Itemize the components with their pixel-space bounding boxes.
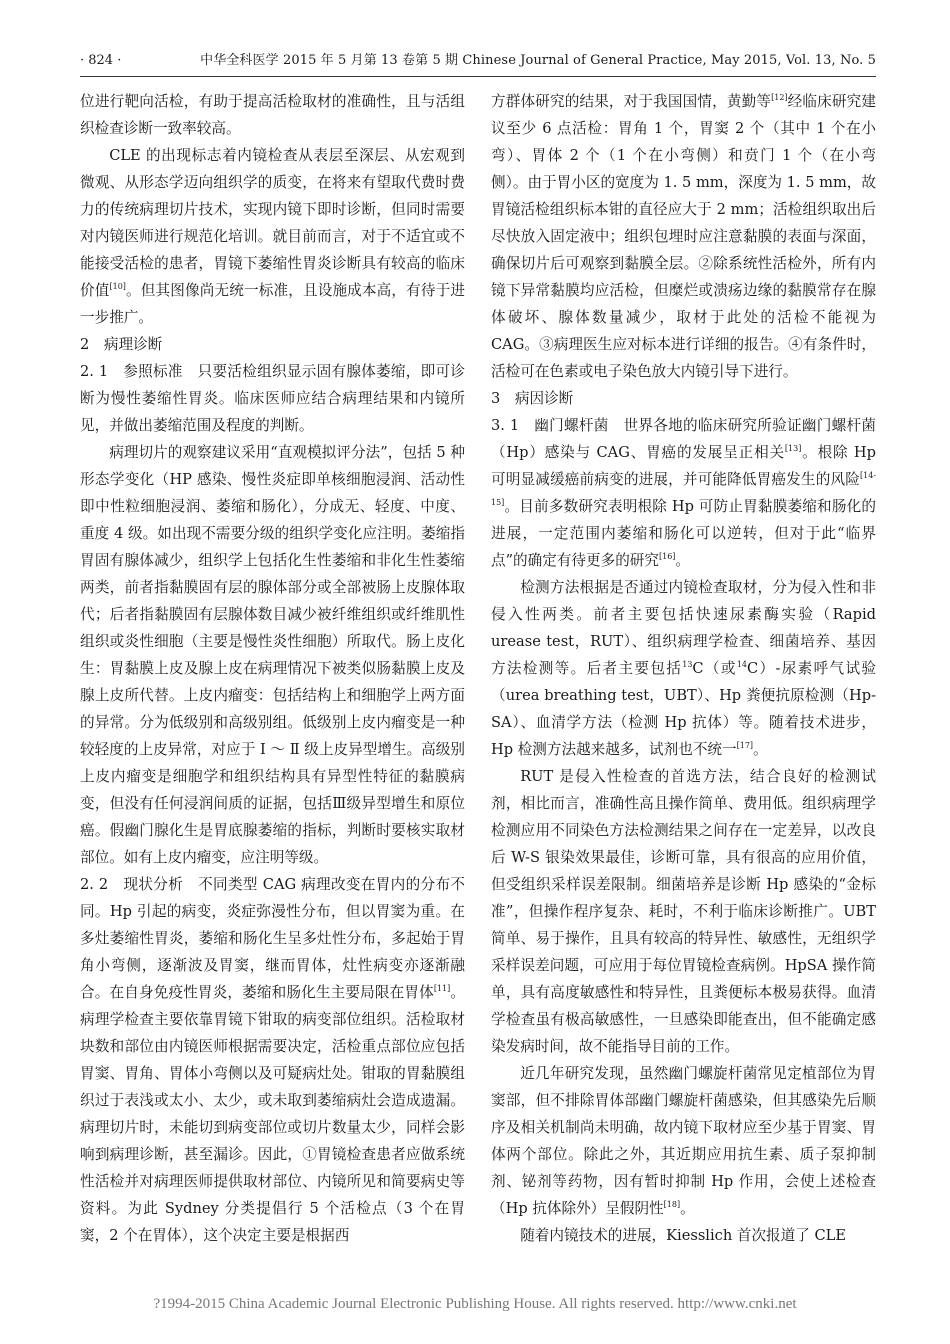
section-heading-pathology: 2 病理诊断 xyxy=(80,336,163,353)
paragraph-text: 不同类型 CAG 病理改变在胃内的分布不同。Hp 引起的病变，炎症弥漫性分布，但以胃窦为重。在多灶萎缩性胃炎，萎缩和肠化生呈多灶性分布，多起始于胃角小弯侧，逐渐波及胃窦，继而胃体，灶性病变亦逐渐融合。在自身免疫性胃炎，萎缩和肠化生主要局限在胃体 xyxy=(80,876,465,1001)
paragraph-cle xyxy=(80,142,465,331)
paragraph-recent-research xyxy=(491,1060,876,1222)
paragraph-text: C）-尿素呼气试验（urea breathing test，UBT）、Hp 粪便抗原检测（Hp-SA）、血清学方法（检测 Hp 抗体）等。随着技术进步，Hp 检测方法越来越多，试剂也不统一 xyxy=(491,660,876,758)
subsection-2-1 xyxy=(80,358,465,439)
paragraph-text: 。但其图像尚无统一标准，且设施成本高，有待于进一步推广。 xyxy=(80,282,465,326)
page-number: · 824 · xyxy=(80,53,122,68)
paragraph-text: 方群体研究的结果，对于我国国情，黄勤等 xyxy=(491,93,772,110)
subsection-3-1 xyxy=(491,412,876,574)
paragraph-cle-intro: 随着内镜技术的进展，Kiesslich 首次报道了 CLE xyxy=(520,1227,846,1244)
subsection-heading: 2. 1 参照标准 xyxy=(80,363,198,380)
subsection-heading: 3. 1 幽门螺杆菌 xyxy=(491,417,624,434)
paragraph-text: CLE 的出现标志着内镜检查从表层至深层、从宏观到微观、从形态学迈向组织学的质变，在将来有望取代费时费力的传统病理切片技术，实现内镜下即时诊断，但同时需要对内镜医师进行规范化培训。就目前而言，对于不适宜或不能接受活检的患者，胃镜下萎缩性胃炎诊断具有较高的临床价值 xyxy=(80,147,465,299)
paragraph-text: 。目前多数研究表明根除 Hp 可防止胃黏膜萎缩和肠化的进展，一定范围内萎缩和肠化可以逆转，但对于此“临界点”的确定有待更多的研究 xyxy=(491,498,876,569)
left-column xyxy=(80,88,465,1249)
paragraph-detection-methods xyxy=(491,574,876,763)
right-column xyxy=(491,88,876,1249)
citation-ref: [12] xyxy=(771,93,788,103)
section-heading-etiology: 3 病因诊断 xyxy=(491,390,574,407)
paragraph-text: 。 xyxy=(680,1200,695,1217)
isotope-superscript: 14 xyxy=(736,660,747,670)
citation-ref: [16] xyxy=(659,552,676,562)
paragraph-text: 。病理学检查主要依靠胃镜下钳取的病变部位组织。活检取材块数和部位由内镜医师根据需要决定，活检重点部位应包括胃窦、胃角、胃体小弯侧以及可疑病灶处。钳取的胃黏膜组织过于表浅或太小、太少，或未取到萎缩病灶会造成遗漏。病理切片时，未能切到病变部位或切片数量太少，同样会影响到病理诊断，甚至漏诊。因此，①胃镜检查患者应做系统性活检并对病理医师提供取材部位、内镜所见和简要病史等资料。为此 Sydney 分类提倡行 5 个活检点（3 个在胃窦，2 个在胃体），这个决定主要是根据西 xyxy=(80,984,465,1244)
paragraph-text: C（或 xyxy=(692,660,737,677)
paragraph-continued: 位进行靶向活检，有助于提高活检取材的准确性，且与活组织检查诊断一致率较高。 xyxy=(80,93,465,137)
paragraph-rut: RUT 是侵入性检查的首选方法，结合良好的检测试剂，相比而言，准确性高且操作简单、费用低。组织病理学检测应用不同染色方法检测结果之间存在一定差异，以改良后 W-S 银染效果最佳，诊断可靠，具有很高的应用价值，但受组织采样误差限制。细菌培养是诊断 Hp 感染的“金标准”，但操作程序复杂、耗时，不利于临床诊断推广。UBT 简单、易于操作，且具有较高的特异性、敏感性，无组织学采样误差问题，可应用于每位胃镜检查病例。HpSA 操作简单，具有高度敏感性和特异性，且粪便标本极易获得。血清学检查虽有极高敏感性，一旦感染即能查出，但不能确定感染发病时间，故不能指导目前的工作。 xyxy=(491,768,876,1055)
paragraph-continued xyxy=(491,88,876,385)
running-header xyxy=(80,50,876,77)
citation-ref: [18] xyxy=(663,1200,681,1210)
citation-ref: [13] xyxy=(784,444,802,454)
copyright-footer: ?1994-2015 China Academic Journal Electronic Publishing House. All rights reserved. http://www.cnki.net xyxy=(153,1296,797,1312)
paragraph-text: 经临床研究建议至少 6 点活检：胃角 1 个，胃窦 2 个（其中 1 个在小弯）、胃体 2 个（1 个在小弯侧）和贲门 1 个（在小弯侧）。由于胃小区的宽度为 1. 5 mm，深度为 1. 5 mm，故胃镜活检组织标本钳的直径应大于 2 mm；活检组织取出后尽快放入固定液中；组织包埋时应注意黏膜的表面与深面，确保切片后可观察到黏膜全层。②除系统性活检外，所有内镜下异常黏膜均应活检，但糜烂或溃疡边缘的黏膜常存在腺体破坏、腺体数量减少，取材于此处的活检不能视为 CAG。③病理医生应对标本进行详细的报告。④有条件时，活检可在色素或电子染色放大内镜引导下进行。 xyxy=(491,93,876,380)
paragraph-text: 检测方法根据是否通过内镜检查取材，分为侵入性和非侵入性两类。前者主要包括快速尿素酶实验（Rapid urease test，RUT）、组织病理学检查、细菌培养、基因方法检测等。后者主要包括 xyxy=(491,579,876,677)
citation-ref: [14-15] xyxy=(491,471,876,508)
paragraph-text: 世界各地的临床研究所验证幽门螺杆菌（Hp）感染与 CAG、胃癌的发展呈正相关 xyxy=(491,417,876,461)
paragraph-text: 。 xyxy=(753,741,768,758)
subsection-2-2 xyxy=(80,871,465,1249)
isotope-superscript: 13 xyxy=(682,660,693,670)
citation-ref: [17] xyxy=(736,741,754,751)
journal-running-title: 中华全科医学 2015 年 5 月第 13 卷第 5 期 Chinese Journal of General Practice, May 2015, Vol. 13, No. 5 xyxy=(200,53,876,68)
subsection-heading: 2. 2 现状分析 xyxy=(80,876,199,893)
citation-ref: [10] xyxy=(109,282,126,292)
paragraph-text: 近几年研究发现，虽然幽门螺旋杆菌常见定植部位为胃窦部，但不排除胃体部幽门螺旋杆菌感染，但其感染先后顺序及相关机制尚未明确，故内镜下取材应至少基于胃窦、胃体两个部位。除此之外，其近期应用抗生素、质子泵抑制剂、铋剂等药物，因有暂时抑制 Hp 作用，会使上述检查（Hp 抗体除外）呈假阴性 xyxy=(491,1065,876,1217)
citation-ref: [11] xyxy=(433,984,451,994)
paragraph-text: 。 xyxy=(675,552,691,569)
paragraph-grading: 病理切片的观察建议采用“直观模拟评分法”，包括 5 种形态学变化（HP 感染、慢性炎症即单核细胞浸润、活动性即中性粒细胞浸润、萎缩和肠化），分成无、轻度、中度、重度 4 级。如出现不需要分级的组织学变化应注明。萎缩指胃固有腺体减少，组织学上包括化生性萎缩和非化生性萎缩两类，前者指黏膜固有层的腺体部分或全部被肠上皮腺体取代；后者指黏膜固有层腺体数目减少被纤维组织或纤维肌性组织或炎性细胞（主要是慢性炎性细胞）所取代。肠上皮化生：胃黏膜上皮及腺上皮在病理情况下被类似肠黏膜上皮及腺上皮所代替。上皮内瘤变：包括结构上和细胞学上两方面的异常。分为低级别和高级别组。低级别上皮内瘤变是一种较轻度的上皮异常，对应于 Ⅰ ～ Ⅱ 级上皮异型增生。高级别上皮内瘤变是细胞学和组织结构具有异型性特征的黏膜病变，但没有任何浸润间质的证据，包括Ⅲ级异型增生和原位癌。假幽门腺化生是胃底腺萎缩的指标，判断时要核实取材部位。如有上皮内瘤变，应注明等级。 xyxy=(80,444,465,866)
paragraph-text: 。根除 Hp 可明显减缓癌前病变的进展，并可能降低胃癌发生的风险 xyxy=(491,444,876,488)
paragraph-text: 只要活检组织显示固有腺体萎缩，即可诊断为慢性萎缩性胃炎。临床医师应结合病理结果和内镜所见，并做出萎缩范围及程度的判断。 xyxy=(80,363,465,434)
